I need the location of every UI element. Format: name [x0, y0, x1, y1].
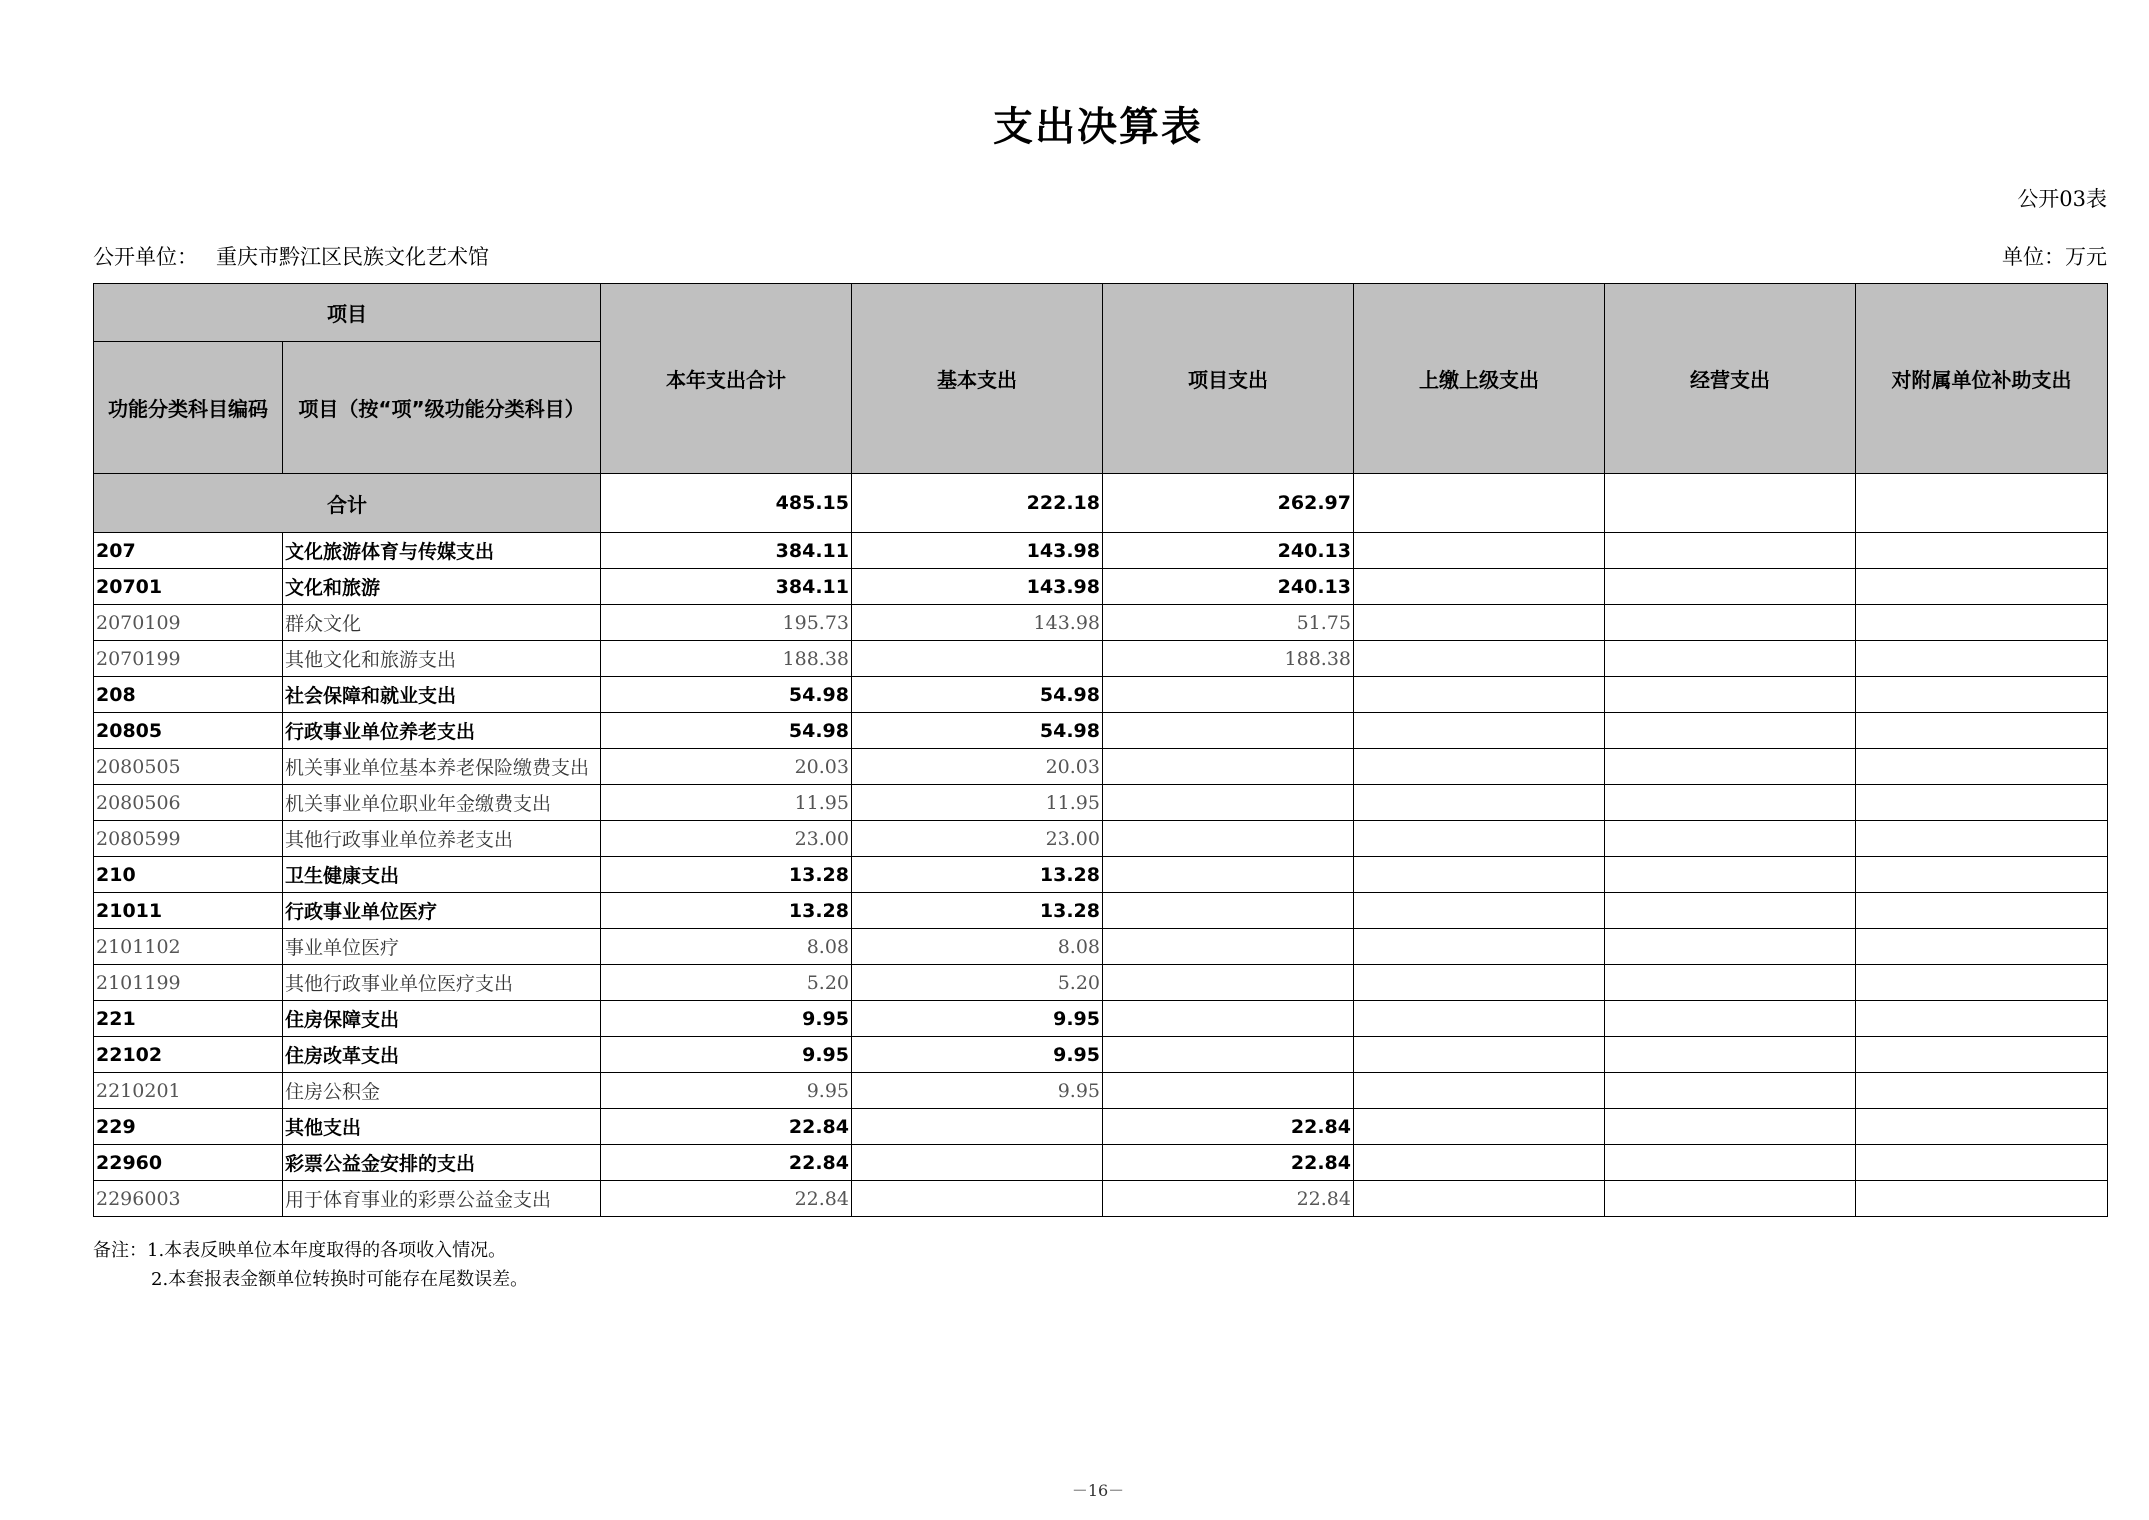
project-cell — [1103, 1001, 1354, 1037]
business-cell — [1605, 713, 1856, 749]
header-subsidiary: 对附属单位补助支出 — [1856, 284, 2108, 474]
business-cell — [1605, 785, 1856, 821]
name-cell: 群众文化 — [283, 605, 601, 641]
business-cell — [1605, 1181, 1856, 1217]
superior-cell — [1354, 474, 1605, 533]
name-cell: 其他文化和旅游支出 — [283, 641, 601, 677]
project-cell: 262.97 — [1103, 474, 1354, 533]
total-cell: 13.28 — [601, 857, 852, 893]
subsidiary-cell — [1856, 713, 2108, 749]
notes — [93, 1236, 528, 1294]
note-2: 2.本套报表金额单位转换时可能存在尾数误差。 — [151, 1269, 529, 1290]
superior-cell — [1354, 965, 1605, 1001]
total-cell: 8.08 — [601, 929, 852, 965]
business-cell — [1605, 677, 1856, 713]
name-cell: 文化和旅游 — [283, 569, 601, 605]
subsidiary-cell — [1856, 821, 2108, 857]
name-cell: 机关事业单位基本养老保险缴费支出 — [283, 749, 601, 785]
superior-cell — [1354, 1181, 1605, 1217]
project-cell — [1103, 713, 1354, 749]
basic-cell: 143.98 — [852, 605, 1103, 641]
table-row — [94, 677, 2108, 713]
table-row — [94, 713, 2108, 749]
table-row — [94, 893, 2108, 929]
code-cell: 2080599 — [94, 821, 283, 857]
project-cell: 22.84 — [1103, 1181, 1354, 1217]
business-cell — [1605, 749, 1856, 785]
subsidiary-cell — [1856, 569, 2108, 605]
subsidiary-cell — [1856, 785, 2108, 821]
code-cell: 22102 — [94, 1037, 283, 1073]
table-row — [94, 1109, 2108, 1145]
project-cell — [1103, 677, 1354, 713]
code-cell: 21011 — [94, 893, 283, 929]
table-row — [94, 749, 2108, 785]
code-cell: 2080505 — [94, 749, 283, 785]
superior-cell — [1354, 893, 1605, 929]
project-cell: 51.75 — [1103, 605, 1354, 641]
business-cell — [1605, 893, 1856, 929]
superior-cell — [1354, 677, 1605, 713]
business-cell — [1605, 821, 1856, 857]
business-cell — [1605, 569, 1856, 605]
project-cell — [1103, 785, 1354, 821]
basic-cell: 9.95 — [852, 1073, 1103, 1109]
table-row — [94, 569, 2108, 605]
project-cell — [1103, 1037, 1354, 1073]
project-cell — [1103, 857, 1354, 893]
total-cell: 20.03 — [601, 749, 852, 785]
project-cell: 22.84 — [1103, 1145, 1354, 1181]
code-cell: 2070109 — [94, 605, 283, 641]
header-project: 项目 — [94, 284, 601, 342]
currency-unit: 单位：万元 — [2002, 245, 2107, 269]
superior-cell — [1354, 857, 1605, 893]
name-cell: 住房保障支出 — [283, 1001, 601, 1037]
total-cell: 11.95 — [601, 785, 852, 821]
page-title: 支出决算表 — [993, 104, 1203, 150]
basic-cell: 9.95 — [852, 1001, 1103, 1037]
total-cell: 9.95 — [601, 1001, 852, 1037]
basic-cell: 9.95 — [852, 1037, 1103, 1073]
code-cell: 2101199 — [94, 965, 283, 1001]
total-cell: 22.84 — [601, 1145, 852, 1181]
basic-cell: 5.20 — [852, 965, 1103, 1001]
business-cell — [1605, 605, 1856, 641]
total-cell: 23.00 — [601, 821, 852, 857]
subsidiary-cell — [1856, 605, 2108, 641]
basic-cell: 13.28 — [852, 857, 1103, 893]
code-cell: 221 — [94, 1001, 283, 1037]
total-cell: 384.11 — [601, 569, 852, 605]
code-cell: 2101102 — [94, 929, 283, 965]
basic-cell: 13.28 — [852, 893, 1103, 929]
subsidiary-cell — [1856, 641, 2108, 677]
basic-cell: 54.98 — [852, 677, 1103, 713]
header-superior: 上缴上级支出 — [1354, 284, 1605, 474]
subsidiary-cell — [1856, 1037, 2108, 1073]
table-row — [94, 1001, 2108, 1037]
table-row — [94, 1037, 2108, 1073]
header-code: 功能分类科目编码 — [94, 342, 283, 474]
table-row — [94, 1145, 2108, 1181]
project-cell — [1103, 1073, 1354, 1109]
subsidiary-cell — [1856, 474, 2108, 533]
header-project-expenditure: 项目支出 — [1103, 284, 1354, 474]
project-cell — [1103, 893, 1354, 929]
superior-cell — [1354, 785, 1605, 821]
superior-cell — [1354, 605, 1605, 641]
table-row — [94, 605, 2108, 641]
superior-cell — [1354, 749, 1605, 785]
superior-cell — [1354, 821, 1605, 857]
total-cell: 9.95 — [601, 1037, 852, 1073]
subsidiary-cell — [1856, 929, 2108, 965]
table-row — [94, 1073, 2108, 1109]
name-cell: 其他行政事业单位养老支出 — [283, 821, 601, 857]
superior-cell — [1354, 929, 1605, 965]
name-cell: 住房改革支出 — [283, 1037, 601, 1073]
code-cell: 22960 — [94, 1145, 283, 1181]
total-cell: 188.38 — [601, 641, 852, 677]
header-basic: 基本支出 — [852, 284, 1103, 474]
business-cell — [1605, 1145, 1856, 1181]
project-cell — [1103, 749, 1354, 785]
name-cell: 事业单位医疗 — [283, 929, 601, 965]
total-cell: 13.28 — [601, 893, 852, 929]
basic-cell: 8.08 — [852, 929, 1103, 965]
project-cell: 240.13 — [1103, 569, 1354, 605]
business-cell — [1605, 1073, 1856, 1109]
superior-cell — [1354, 1001, 1605, 1037]
name-cell: 机关事业单位职业年金缴费支出 — [283, 785, 601, 821]
name-cell: 卫生健康支出 — [283, 857, 601, 893]
basic-cell — [852, 1181, 1103, 1217]
subsidiary-cell — [1856, 1109, 2108, 1145]
unit-info-row — [93, 241, 2107, 271]
superior-cell — [1354, 569, 1605, 605]
table-row — [94, 929, 2108, 965]
header-item: 项目（按“项”级功能分类科目） — [283, 342, 601, 474]
subsidiary-cell — [1856, 1073, 2108, 1109]
code-cell: 207 — [94, 533, 283, 569]
total-cell: 485.15 — [601, 474, 852, 533]
basic-cell: 143.98 — [852, 533, 1103, 569]
table-row — [94, 1181, 2108, 1217]
subsidiary-cell — [1856, 965, 2108, 1001]
form-number: 公开03表 — [2017, 187, 2107, 211]
basic-cell: 143.98 — [852, 569, 1103, 605]
code-cell: 2070199 — [94, 641, 283, 677]
table-row — [94, 857, 2108, 893]
project-cell: 240.13 — [1103, 533, 1354, 569]
name-cell: 社会保障和就业支出 — [283, 677, 601, 713]
code-cell: 210 — [94, 857, 283, 893]
subsidiary-cell — [1856, 1181, 2108, 1217]
superior-cell — [1354, 713, 1605, 749]
business-cell — [1605, 929, 1856, 965]
basic-cell: 222.18 — [852, 474, 1103, 533]
project-cell: 22.84 — [1103, 1109, 1354, 1145]
total-cell: 384.11 — [601, 533, 852, 569]
total-label: 合计 — [94, 474, 601, 533]
name-cell: 文化旅游体育与传媒支出 — [283, 533, 601, 569]
total-cell: 9.95 — [601, 1073, 852, 1109]
basic-cell — [852, 1109, 1103, 1145]
superior-cell — [1354, 1109, 1605, 1145]
note-1: 备注：1.本表反映单位本年度取得的各项收入情况。 — [93, 1240, 507, 1261]
unit-name: 重庆市黔江区民族文化艺术馆 — [216, 245, 489, 269]
name-cell: 彩票公益金安排的支出 — [283, 1145, 601, 1181]
business-cell — [1605, 1001, 1856, 1037]
superior-cell — [1354, 1073, 1605, 1109]
business-cell — [1605, 641, 1856, 677]
page-number: －16－ — [1071, 1481, 1125, 1500]
table-row — [94, 821, 2108, 857]
code-cell: 2210201 — [94, 1073, 283, 1109]
project-cell — [1103, 929, 1354, 965]
subsidiary-cell — [1856, 857, 2108, 893]
business-cell — [1605, 857, 1856, 893]
subsidiary-cell — [1856, 749, 2108, 785]
total-cell: 5.20 — [601, 965, 852, 1001]
subsidiary-cell — [1856, 677, 2108, 713]
table-row — [94, 965, 2108, 1001]
name-cell: 用于体育事业的彩票公益金支出 — [283, 1181, 601, 1217]
code-cell: 208 — [94, 677, 283, 713]
table-row — [94, 785, 2108, 821]
subsidiary-cell — [1856, 533, 2108, 569]
basic-cell: 20.03 — [852, 749, 1103, 785]
superior-cell — [1354, 641, 1605, 677]
basic-cell — [852, 1145, 1103, 1181]
basic-cell: 23.00 — [852, 821, 1103, 857]
name-cell: 其他行政事业单位医疗支出 — [283, 965, 601, 1001]
unit-label: 公开单位： — [93, 245, 198, 269]
basic-cell: 54.98 — [852, 713, 1103, 749]
subsidiary-cell — [1856, 893, 2108, 929]
total-cell: 22.84 — [601, 1181, 852, 1217]
business-cell — [1605, 1109, 1856, 1145]
business-cell — [1605, 533, 1856, 569]
superior-cell — [1354, 533, 1605, 569]
basic-cell: 11.95 — [852, 785, 1103, 821]
total-row — [94, 474, 2108, 533]
code-cell: 2080506 — [94, 785, 283, 821]
expenditure-table — [93, 283, 2108, 1217]
total-cell: 54.98 — [601, 677, 852, 713]
name-cell: 行政事业单位养老支出 — [283, 713, 601, 749]
project-cell: 188.38 — [1103, 641, 1354, 677]
project-cell — [1103, 821, 1354, 857]
name-cell: 住房公积金 — [283, 1073, 601, 1109]
header-total: 本年支出合计 — [601, 284, 852, 474]
code-cell: 2296003 — [94, 1181, 283, 1217]
subsidiary-cell — [1856, 1001, 2108, 1037]
code-cell: 20805 — [94, 713, 283, 749]
total-cell: 195.73 — [601, 605, 852, 641]
table-row — [94, 533, 2108, 569]
superior-cell — [1354, 1037, 1605, 1073]
business-cell — [1605, 474, 1856, 533]
business-cell — [1605, 1037, 1856, 1073]
total-cell: 22.84 — [601, 1109, 852, 1145]
table-row — [94, 641, 2108, 677]
business-cell — [1605, 965, 1856, 1001]
name-cell: 行政事业单位医疗 — [283, 893, 601, 929]
header-business: 经营支出 — [1605, 284, 1856, 474]
code-cell: 20701 — [94, 569, 283, 605]
code-cell: 229 — [94, 1109, 283, 1145]
total-cell: 54.98 — [601, 713, 852, 749]
project-cell — [1103, 965, 1354, 1001]
reporting-unit — [93, 241, 489, 271]
basic-cell — [852, 641, 1103, 677]
name-cell: 其他支出 — [283, 1109, 601, 1145]
subsidiary-cell — [1856, 1145, 2108, 1181]
superior-cell — [1354, 1145, 1605, 1181]
